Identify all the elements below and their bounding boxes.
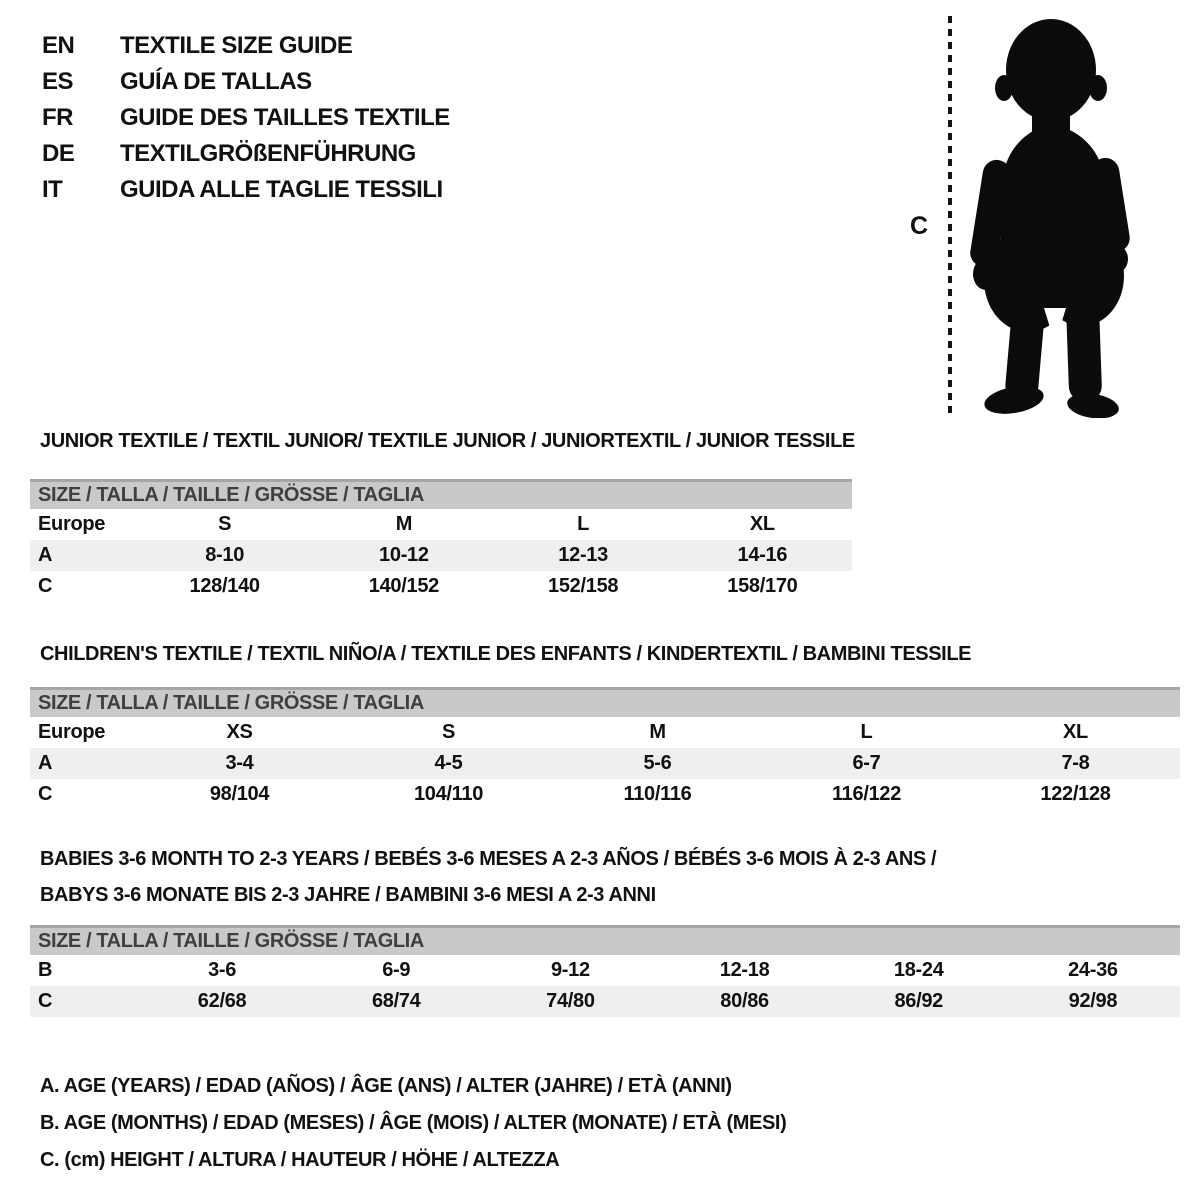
- size-cell: M: [395, 513, 413, 535]
- age-cell: 12-18: [719, 959, 770, 981]
- age-cell: 3-6: [208, 959, 237, 981]
- children-size-table: [30, 687, 1180, 810]
- children-section-title: CHILDREN'S TEXTILE / TEXTIL NIÑO/A / TEXTILE DES ENFANTS / KINDERTEXTIL / BAMBINI TESSILE: [40, 643, 972, 665]
- height-cell: 122/128: [1040, 783, 1111, 805]
- guide-title: GUIDE DES TAILLES TEXTILE: [120, 104, 450, 131]
- size-cell: XS: [226, 721, 253, 743]
- height-cell: 158/170: [727, 575, 798, 597]
- babies-section-title-line2: BABYS 3-6 MONATE BIS 2-3 JAHRE / BAMBINI 3-6 MESI A 2-3 ANNI: [40, 884, 656, 906]
- table-row: [30, 509, 852, 540]
- babies-size-table: [30, 925, 1180, 1017]
- height-cell: 68/74: [371, 990, 421, 1012]
- height-cell: 86/92: [894, 990, 944, 1012]
- age-cell: 24-36: [1068, 959, 1118, 981]
- table-row: [30, 717, 1180, 748]
- language-code: DE: [42, 140, 75, 167]
- language-code: EN: [42, 32, 75, 59]
- size-cell: S: [441, 721, 456, 743]
- age-cell: 5-6: [643, 752, 672, 774]
- language-code: ES: [42, 68, 74, 95]
- row-label: Europe: [38, 721, 106, 743]
- row-label: A: [38, 752, 53, 774]
- size-cell: L: [577, 513, 590, 535]
- height-cell: 92/98: [1068, 990, 1118, 1012]
- language-row-en: [42, 28, 450, 64]
- table-row: [30, 986, 1180, 1017]
- table-row: [30, 955, 1180, 986]
- legend-line-c: C. (cm) HEIGHT / ALTURA / HAUTEUR / HÖHE / ALTEZZA: [40, 1149, 560, 1171]
- guide-title: TEXTILE SIZE GUIDE: [120, 32, 353, 59]
- toddler-silhouette: [956, 12, 1146, 418]
- height-cell: 152/158: [548, 575, 619, 597]
- height-cell: 80/86: [720, 990, 769, 1012]
- height-cell: 116/122: [831, 783, 902, 805]
- age-cell: 9-12: [550, 959, 590, 981]
- junior-section-title: JUNIOR TEXTILE / TEXTIL JUNIOR/ TEXTILE JUNIOR / JUNIORTEXTIL / JUNIOR TESSILE: [40, 430, 855, 452]
- language-code: IT: [42, 176, 63, 203]
- language-row-fr: [42, 100, 450, 136]
- size-header-bar: SIZE / TALLA / TAILLE / GRÖSSE / TAGLIA: [30, 479, 852, 509]
- age-cell: 10-12: [379, 544, 429, 566]
- height-measure-label: C: [910, 212, 929, 240]
- age-cell: 6-9: [382, 959, 411, 981]
- guide-title: GUIDA ALLE TAGLIE TESSILI: [120, 176, 443, 203]
- size-cell: XL: [1063, 721, 1088, 743]
- height-cell: 62/68: [197, 990, 247, 1012]
- size-cell: L: [860, 721, 873, 743]
- language-code: FR: [42, 104, 73, 131]
- legend: [40, 1068, 786, 1179]
- age-cell: 7-8: [1061, 752, 1090, 774]
- language-row-it: [42, 172, 450, 208]
- language-row-es: [42, 64, 450, 100]
- row-label: C: [38, 990, 53, 1012]
- height-cell: 104/110: [413, 783, 484, 805]
- size-cell: M: [649, 721, 666, 743]
- age-cell: 8-10: [205, 544, 245, 566]
- size-header-bar: SIZE / TALLA / TAILLE / GRÖSSE / TAGLIA: [30, 925, 1180, 955]
- row-label: B: [38, 959, 53, 981]
- table-row: [30, 571, 852, 602]
- age-cell: 6-7: [852, 752, 881, 774]
- size-header-bar: SIZE / TALLA / TAILLE / GRÖSSE / TAGLIA: [30, 687, 1180, 717]
- age-cell: 4-5: [434, 752, 463, 774]
- junior-size-table: [30, 479, 852, 602]
- table-row: [30, 779, 1180, 810]
- size-cell: S: [218, 513, 232, 535]
- babies-section-title-line1: BABIES 3-6 MONTH TO 2-3 YEARS / BEBÉS 3-6 MESES A 2-3 AÑOS / BÉBÉS 3-6 MOIS À 2-3 ANS /: [40, 848, 937, 870]
- guide-title: GUÍA DE TALLAS: [120, 68, 312, 95]
- height-measure-dashed-line: [948, 16, 952, 414]
- table-row: [30, 540, 852, 571]
- row-label: C: [38, 783, 53, 805]
- size-cell: XL: [749, 513, 775, 535]
- height-cell: 128/140: [189, 575, 260, 597]
- age-cell: 12-13: [558, 544, 608, 566]
- row-label: C: [38, 575, 53, 597]
- legend-line-b: B. AGE (MONTHS) / EDAD (MESES) / ÂGE (MOIS) / ALTER (MONATE) / ETÀ (MESI): [40, 1112, 787, 1134]
- height-cell: 74/80: [546, 990, 595, 1012]
- language-row-de: [42, 136, 450, 172]
- table-row: [30, 748, 1180, 779]
- height-cell: 140/152: [368, 575, 439, 597]
- height-cell: 98/104: [209, 783, 270, 805]
- language-title-list: [42, 28, 450, 208]
- guide-title: TEXTILGRÖßENFÜHRUNG: [120, 140, 416, 167]
- legend-line-a: A. AGE (YEARS) / EDAD (AÑOS) / ÂGE (ANS) / ALTER (JAHRE) / ETÀ (ANNI): [40, 1075, 732, 1097]
- age-cell: 14-16: [737, 544, 788, 566]
- row-label: Europe: [38, 513, 106, 535]
- height-cell: 110/116: [623, 783, 692, 805]
- age-cell: 18-24: [893, 959, 944, 981]
- age-cell: 3-4: [225, 752, 254, 774]
- row-label: A: [38, 544, 53, 566]
